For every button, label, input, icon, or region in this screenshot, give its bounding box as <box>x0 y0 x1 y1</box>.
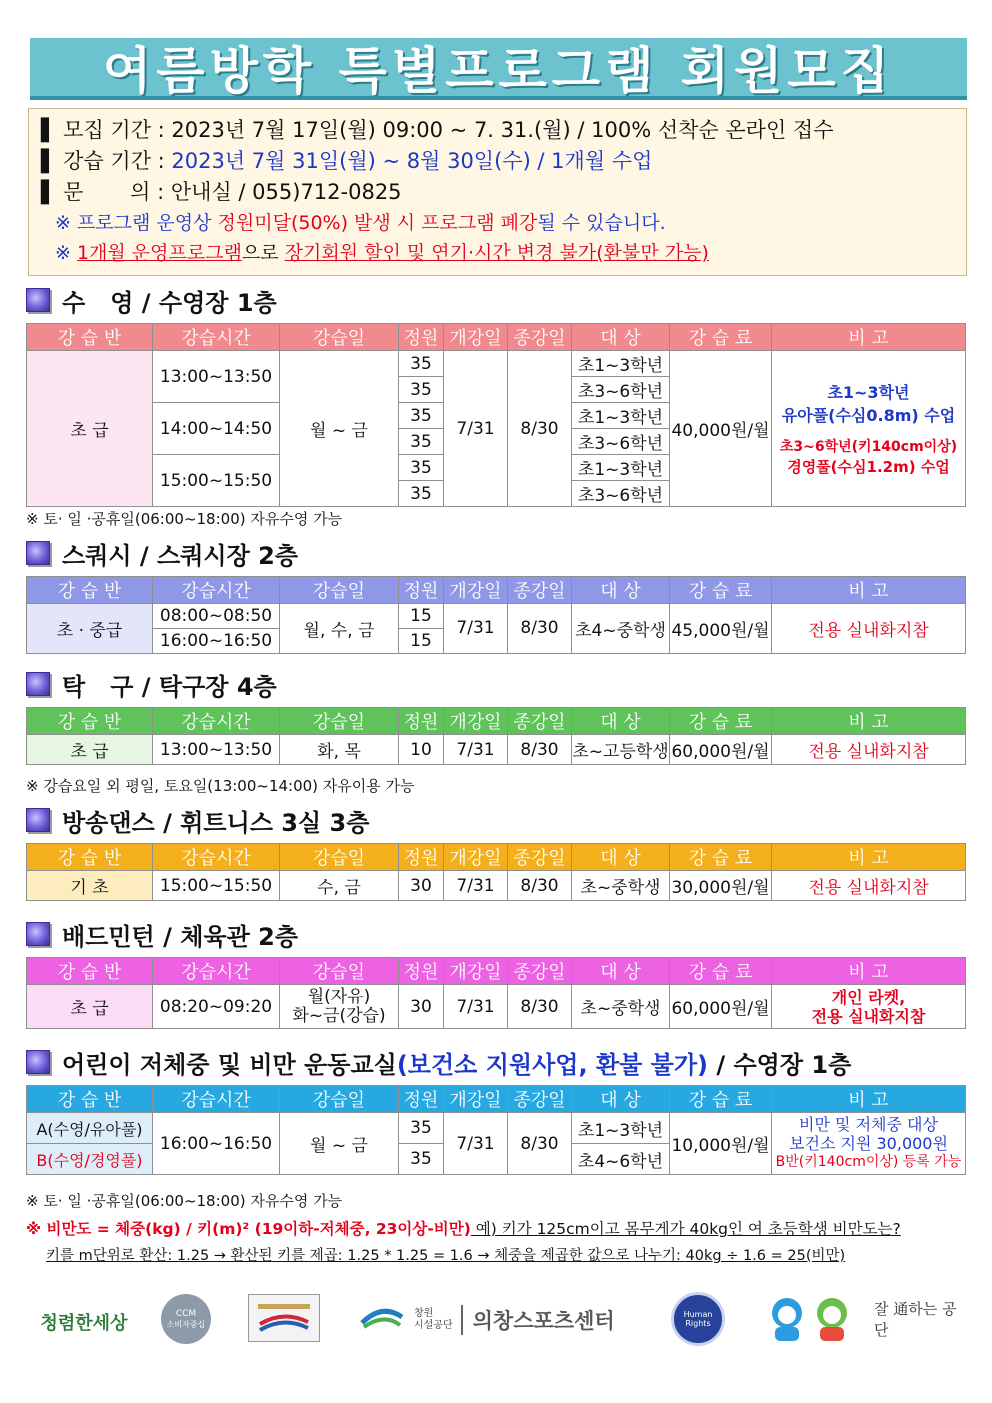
kids-table <box>26 1085 966 1175</box>
kids-note: 비만 및 저체중 대상 보건소 지원 30,000원 B반(키140cm이상) 등록 가능 <box>772 1113 966 1175</box>
square-bullet-icon <box>26 922 50 946</box>
section-badminton: 배드민턴 / 체육관 2층 <box>26 917 298 951</box>
tabletennis-footnote: ※ 강습요일 외 평일, 토요일(13:00~14:00) 자유이용 가능 <box>26 777 415 795</box>
communication-slogan-logo: 잘 通하는 공단 <box>874 1300 957 1339</box>
dance-table <box>26 843 966 901</box>
table-row: 초 급 13:00~13:50 화, 목 10 7/31 8/30 초~고등학생 60,000원/월 전용 실내화지참 <box>27 735 966 765</box>
page-title: 여름방학 특별프로그램 회원모집 <box>102 42 894 100</box>
table-row: 기 초 15:00~15:50 수, 금 30 7/31 8/30 초~중학생 30,000원/월 전용 실내화지참 <box>27 871 966 901</box>
ccm-logo: CCM 소비자중심 <box>161 1294 211 1344</box>
tabletennis-table <box>26 707 966 765</box>
section-tabletennis: 탁 구 / 탁구장 4층 <box>26 667 277 701</box>
course-period: ▌ 강습 기간 : 2023년 7월 31일(월) ~ 8월 30일(수) / 1개월 수업 <box>41 149 653 173</box>
badminton-table <box>26 957 966 1029</box>
human-rights-logo: Human Rights <box>671 1292 725 1346</box>
info-box <box>28 108 967 276</box>
square-bullet-icon <box>26 541 50 565</box>
table-row: 초 급 13:00~13:50 월 ~ 금 35 7/31 8/30 초1~3학년 40,000원/월 초1~3학년 유아풀(수심0.8m) 수업 초3~6학년(키140cm이상) 경영풀(수심1.2m) 수업 <box>27 351 966 377</box>
certificate-icon <box>254 1300 314 1336</box>
discount-note: ※ 1개월 운영프로그램으로 장기회원 할인 및 연기·시간 변경 불가(환불만 가능) <box>55 242 709 264</box>
bullet-bar-icon: ▌ <box>41 149 58 173</box>
section-squash: 스쿼시 / 스쿼시장 2층 <box>26 536 298 570</box>
table-header: 강 습 반 강습시간 강습일 정원 개강일 종강일 대 상 강 습 료 비 고 <box>27 844 966 871</box>
table-header: 강 습 반 강습시간 강습일 정원 개강일 종강일 대 상 강 습 료 비 고 <box>27 324 966 351</box>
swim-note: 초1~3학년 유아풀(수심0.8m) 수업 초3~6학년(키140cm이상) 경영풀(수심1.2m) 수업 <box>772 351 966 507</box>
table-row: 35 초3~6학년 <box>27 377 966 403</box>
swim-footnote: ※ 토· 일 ·공휴일(06:00~18:00) 자유수영 가능 <box>26 510 343 528</box>
squash-table <box>26 576 966 654</box>
table-header: 강 습 반 강습시간 강습일 정원 개강일 종강일 대 상 강 습 료 비 고 <box>27 708 966 735</box>
uichang-sports-center-logo: 창원 시설공단 의창스포츠센터 <box>358 1298 648 1342</box>
inquiry: ▌ 문 의 : 안내실 / 055)712-0825 <box>41 180 402 204</box>
square-bullet-icon <box>26 288 50 312</box>
recruit-period: ▌ 모집 기간 : 2023년 7월 17일(월) 09:00 ~ 7. 31.(월) / 100% 선착순 온라인 접수 <box>41 118 834 142</box>
table-row: 초 급 08:20~09:20 월(자유) 화~금(강습) 30 7/31 8/30 초~중학생 60,000원/월 개인 라켓, 전용 실내화지참 <box>27 985 966 1029</box>
bmi-example: 키를 m단위로 환산: 1.25 → 환산된 키를 제곱: 1.25 * 1.25 = 1.6 → 체중을 제곱한 값으로 나누기: 40kg ÷ 1.6 = 25(비만) <box>46 1248 846 1264</box>
table-row: 초 · 중급 08:00~08:50 월, 수, 금 15 7/31 8/30 초4~중학생 45,000원/월 전용 실내화지참 <box>27 604 966 629</box>
table-row: 35 초3~6학년 <box>27 481 966 507</box>
table-header: 강 습 반 강습시간 강습일 정원 개강일 종강일 대 상 강 습 료 비 고 <box>27 958 966 985</box>
table-row: 14:00~14:50 35 초1~3학년 <box>27 403 966 429</box>
mascot-logo <box>758 1294 862 1346</box>
bullet-bar-icon: ▌ <box>41 180 58 204</box>
changwon-swoosh-icon <box>358 1305 406 1335</box>
mascot-icon <box>760 1295 860 1345</box>
swim-table <box>26 323 966 507</box>
table-row: A(수영/유아풀) 16:00~16:50 월 ~ 금 35 7/31 8/30 초1~3학년 10,000원/월 비만 및 저체중 대상 보건소 지원 30,000원 B반(키140cm이상) 등록 가능 <box>27 1113 966 1144</box>
section-dance: 방송댄스 / 휘트니스 3실 3층 <box>26 803 369 837</box>
section-swim: 수 영 / 수영장 1층 <box>26 283 277 317</box>
square-bullet-icon <box>26 672 50 696</box>
table-header: 강 습 반 강습시간 강습일 정원 개강일 종강일 대 상 강 습 료 비 고 <box>27 577 966 604</box>
badminton-note: 개인 라켓, 전용 실내화지참 <box>772 985 966 1029</box>
cancel-note: ※ 프로그램 운영상 정원미달(50%) 발생 시 프로그램 폐강될 수 있습니다. <box>55 212 666 234</box>
square-bullet-icon <box>26 808 50 832</box>
logo-strip <box>26 1288 966 1358</box>
table-row: 16:00~16:50 15 <box>27 628 966 653</box>
bmi-formula: ※ 비만도 = 체중(kg) / 키(m)² (19이하-저체중, 23이상-비만) 예) 키가 125cm이고 몸무게가 40kg인 여 초등학생 비만도는? <box>26 1220 901 1238</box>
table-header: 강 습 반 강습시간 강습일 정원 개강일 종강일 대 상 강 습 료 비 고 <box>27 1086 966 1113</box>
square-bullet-icon <box>26 1050 50 1074</box>
clean-world-logo: 청렴한세상 <box>40 1313 128 1334</box>
section-kids: 어린이 저체중 및 비만 운동교실 (보건소 지원사업, 환불 불가) / 수영장 1층 <box>26 1045 851 1079</box>
certificate-logo <box>248 1294 320 1342</box>
table-row: 35 초3~6학년 <box>27 429 966 455</box>
bullet-bar-icon: ▌ <box>41 118 58 142</box>
title-banner <box>30 38 967 100</box>
badminton-days: 월(자유) 화~금(강습) <box>280 985 399 1029</box>
table-row: B(수영/경영풀) 35 초4~6학년 <box>27 1144 966 1175</box>
table-row: 15:00~15:50 35 초1~3학년 <box>27 455 966 481</box>
free-swim-note: ※ 토· 일 ·공휴일(06:00~18:00) 자유수영 가능 <box>26 1192 343 1210</box>
